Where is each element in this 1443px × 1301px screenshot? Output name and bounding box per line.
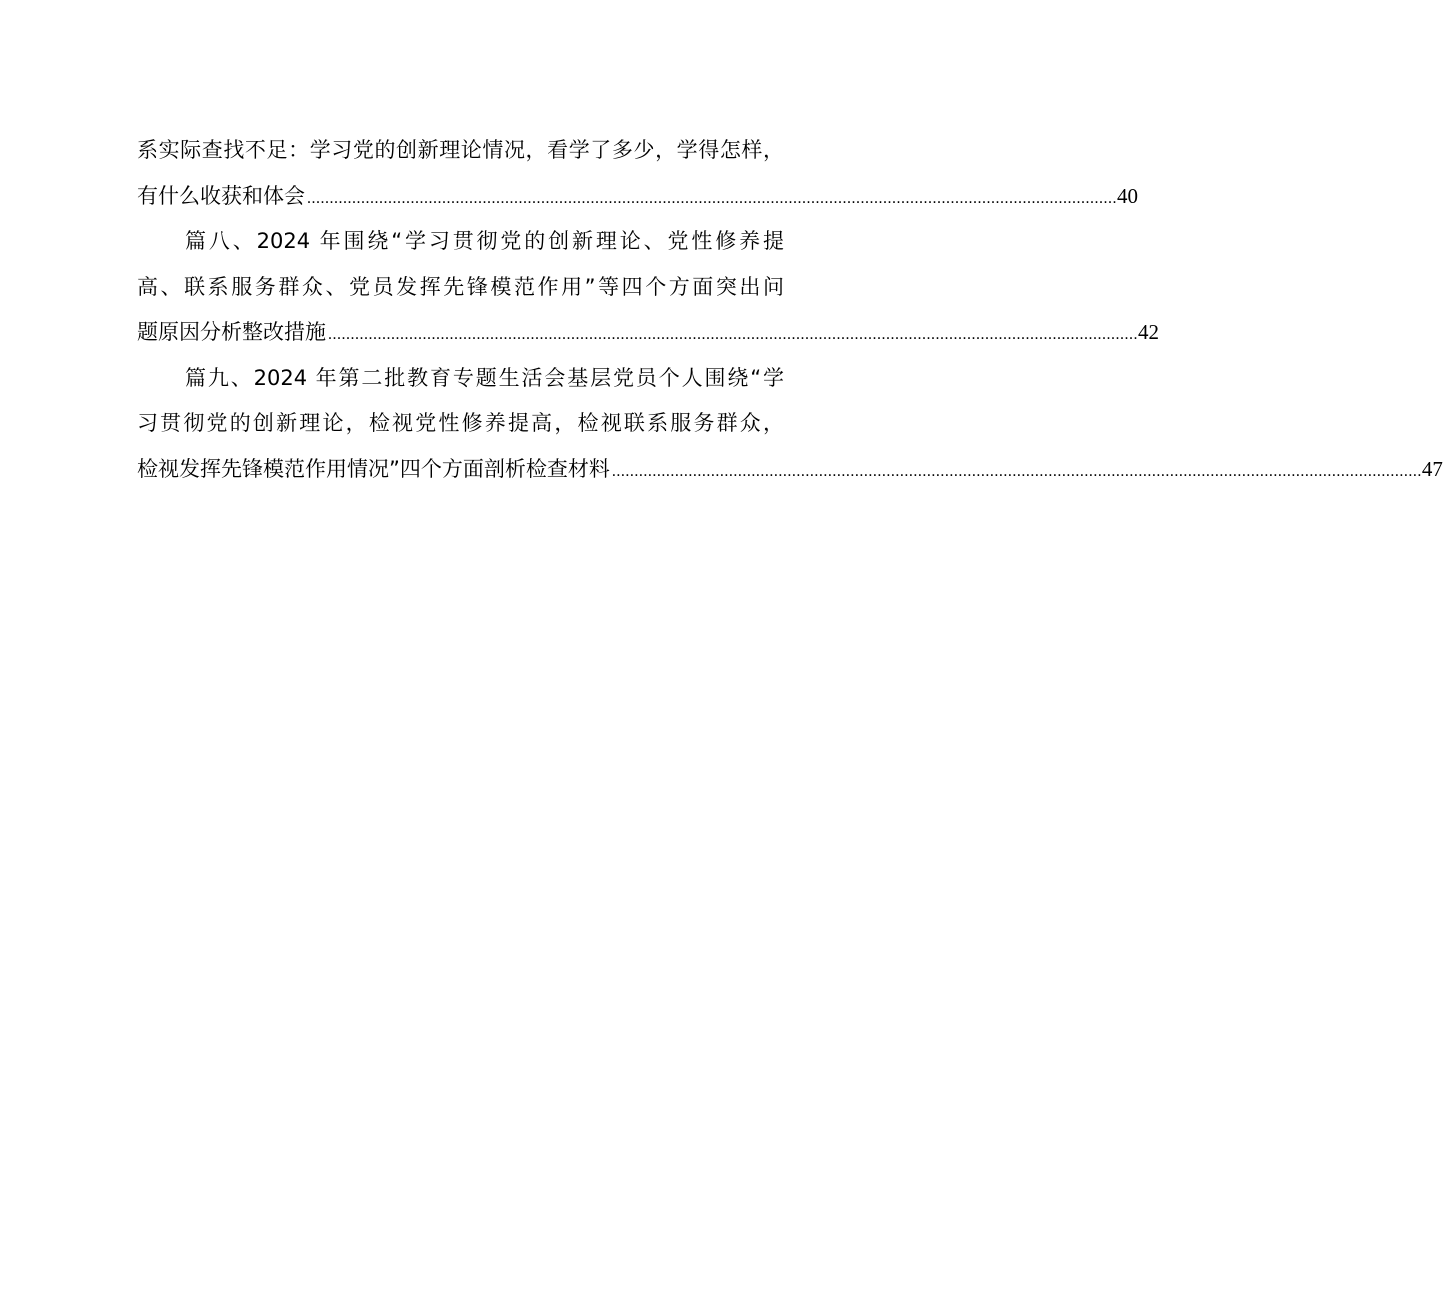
toc-entry-last-line	[137, 310, 1159, 356]
toc-entry-text-line: 系实际查找不足：学习党的创新理论情况，看学了多少，学得怎样，	[137, 138, 784, 162]
toc-entry-8[interactable]	[137, 219, 1159, 356]
toc-entry-text-line: 题原因分析整改措施	[137, 320, 326, 344]
toc-dot-leader: ....................................................................................................................................................................................	[328, 326, 1138, 343]
toc-entry-last-line	[137, 447, 1443, 493]
toc-entry-continued[interactable]	[137, 128, 1138, 219]
toc-page-number: 40	[1117, 183, 1138, 208]
toc-dot-leader: ....................................................................................................................................................................................	[307, 189, 1117, 207]
toc-entry-9[interactable]	[137, 356, 1443, 493]
toc-entry-text-line: 篇八、2024 年围绕“学习贯彻党的创新理论、党性修养提	[185, 229, 784, 253]
toc-page-number: 47	[1421, 456, 1443, 481]
toc-entry-text-line: 篇九、2024 年第二批教育专题生活会基层党员个人围绕“学	[185, 365, 784, 390]
toc-dot-leader: ....................................................................................................................................................................................	[611, 462, 1422, 480]
toc-entry-text-line: 有什么收获和体会	[137, 183, 305, 208]
toc-entry-text-line: 习贯彻党的创新理论，检视党性修养提高，检视联系服务群众，	[137, 411, 784, 435]
toc-entry-text-line: 高、联系服务群众、党员发挥先锋模范作用”等四个方面突出问	[137, 274, 784, 299]
toc-page-number: 42	[1138, 320, 1159, 344]
table-of-contents	[137, 128, 1443, 492]
toc-entry-last-line	[137, 174, 1138, 220]
toc-entry-text-line: 检视发挥先锋模范作用情况”四个方面剖析检查材料	[137, 456, 610, 481]
